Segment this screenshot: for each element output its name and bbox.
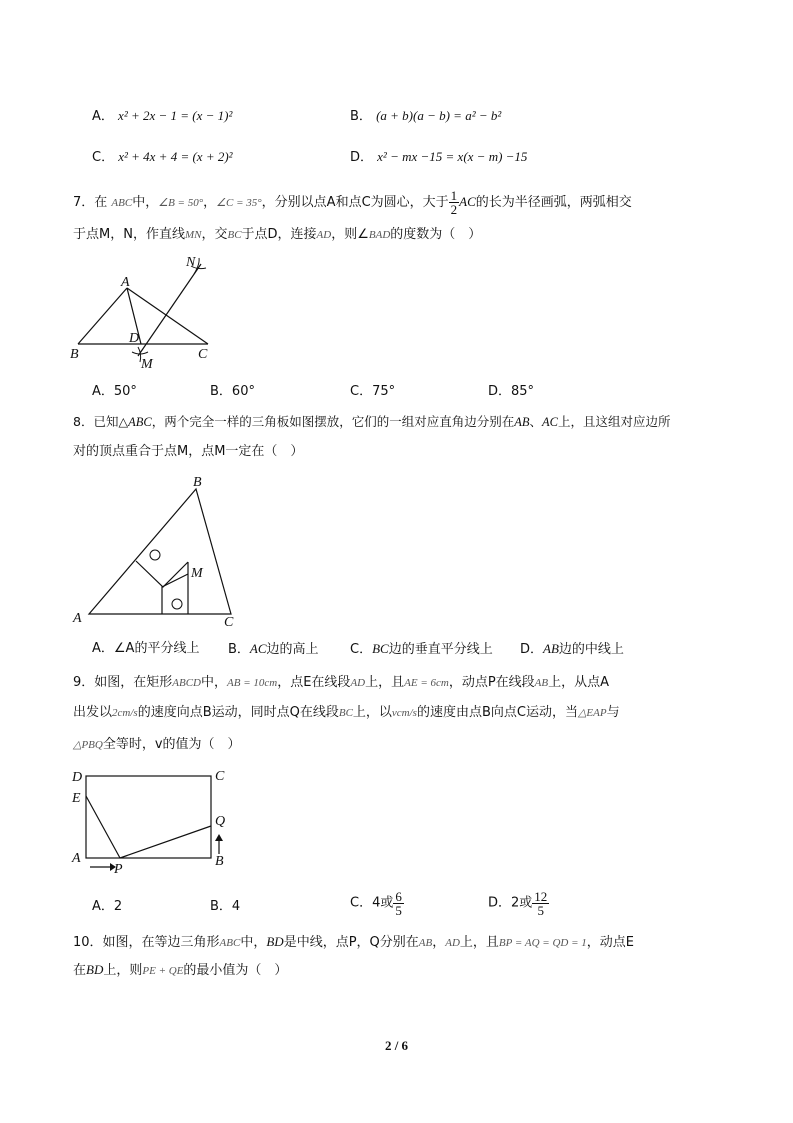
- q7-option-d: D．85°: [488, 384, 535, 399]
- q9-bc: BC: [338, 707, 353, 719]
- q6-option-a-letter: A．: [92, 109, 114, 124]
- q7-option-b: B．60°: [210, 384, 255, 399]
- q9-option-c-fraction: [393, 890, 404, 917]
- q7-label-b: B: [70, 347, 79, 362]
- q8-set-square-1: [136, 561, 188, 587]
- q6-option-c: [92, 148, 233, 167]
- q9-ab: AB: [534, 677, 549, 689]
- q9-option-d: [488, 890, 549, 917]
- q9-label-e: E: [72, 791, 81, 806]
- q9-label-q: Q: [215, 814, 226, 829]
- q6-option-a-expr: x² + 2x − 1 = (x − 1)²: [118, 108, 233, 123]
- q9-speed-p: 2cm/s: [112, 707, 138, 719]
- q7-text: ，交: [201, 227, 228, 242]
- q10-ad: AD: [445, 937, 460, 949]
- q10-text: ，: [432, 935, 446, 950]
- q7-ac: AC: [459, 194, 476, 209]
- page-number: 2 / 6: [384, 1038, 409, 1053]
- q9-option-d-den: 5: [537, 903, 545, 918]
- q8-triangle-abc: [89, 489, 231, 614]
- q7-text: ，则∠: [331, 227, 369, 242]
- q10-stem-line2: [73, 961, 287, 980]
- q9-option-d-num: 12: [534, 889, 548, 904]
- q10-bd: BD: [86, 962, 104, 977]
- q9-text: 上，且: [365, 675, 405, 690]
- q10-text: 在: [73, 963, 87, 978]
- q8-option-d: [520, 640, 624, 659]
- q8-set-square-2: [162, 574, 188, 614]
- q10-text: ，动点E: [586, 935, 635, 950]
- q7-label-n: N: [186, 255, 196, 270]
- q9-ab-length: AB = 10cm: [227, 677, 278, 689]
- q10-text: 的最小值为（ ）: [183, 963, 288, 978]
- q9-pbq: △PBQ: [73, 739, 103, 751]
- q6-option-d-expr: x² − mx −15 = x(x − m) −15: [377, 149, 528, 164]
- q9-text: 的速度向点B运动，同时点Q在线段: [137, 705, 339, 720]
- q9-text: ，点E在线段: [277, 675, 351, 690]
- q9-figure: [64, 764, 244, 879]
- q7-text: 的度数为（ ）: [390, 227, 482, 242]
- q9-option-b: B．4: [210, 899, 241, 914]
- q6-option-d: [350, 148, 527, 167]
- q10-stem-line1: [73, 933, 634, 952]
- q10-text: 10．如图，在等边三角形: [73, 935, 220, 950]
- q8-figure: [66, 470, 246, 630]
- q9-rectangle: [86, 776, 211, 858]
- q9-ae-length: AE = 6cm: [404, 677, 449, 689]
- q7-text: 中，: [132, 195, 159, 210]
- q9-option-c-den: 5: [395, 903, 402, 918]
- q9-speed-q: vcm/s: [391, 707, 417, 719]
- q8-option-c-bc: BC: [372, 641, 389, 656]
- q9-text: 的速度由点B向点C运动，当: [416, 705, 578, 720]
- q8-text: 上，且这组对应边所: [557, 414, 671, 429]
- q9-stem-line2: [73, 704, 620, 722]
- q7-text: ，分别以点A和点C为圆心，大于: [261, 195, 449, 210]
- q8-option-d-letter: D．: [520, 642, 544, 657]
- q7-bc: BC: [227, 229, 242, 241]
- q7-text: 的长为半径画弧，两弧相交: [475, 195, 632, 210]
- q9-text: ，动点P在线段: [448, 675, 535, 690]
- q7-text: 于点M，N，作直线: [73, 227, 185, 242]
- q6-option-b-expr: (a + b)(a − b) = a² − b²: [376, 108, 502, 123]
- q7-stem-line1: [73, 189, 632, 216]
- q9-arrow-q-head: [215, 834, 223, 841]
- q8-option-c-text: 边的垂直平分线上: [388, 642, 493, 657]
- q7-label-m: M: [141, 357, 153, 372]
- q9-label-b: B: [215, 854, 224, 869]
- q9-eap: △EAP: [577, 707, 607, 719]
- q6-option-b-letter: B．: [350, 109, 372, 124]
- q9-option-a: A．2: [92, 899, 123, 914]
- q8-option-b-text: 边的高上: [266, 642, 319, 657]
- q8-text: ，两个完全一样的三角板如图摆放，它们的一组对应直角边分别在: [151, 414, 515, 429]
- q8-option-a-text: ∠A的平分线上: [113, 641, 200, 656]
- q9-segment-ep: [86, 796, 120, 858]
- q9-label-p: P: [114, 862, 123, 877]
- q6-option-b: [350, 107, 501, 126]
- q7-label-a: A: [121, 275, 130, 290]
- q10-text: 上，则: [103, 963, 143, 978]
- q8-stem-line2: 对的顶点重合于点M，点M一定在（ ）: [73, 444, 304, 459]
- q6-option-c-letter: C．: [92, 150, 115, 165]
- q8-option-a-letter: A．: [92, 641, 114, 656]
- q9-label-c: C: [215, 769, 225, 784]
- q8-label-c: C: [224, 615, 234, 630]
- q8-text: 8．已知: [73, 414, 119, 429]
- q7-figure: [66, 252, 226, 372]
- q8-option-b-ac: AC: [249, 641, 267, 656]
- q8-triangle: △ABC: [118, 415, 152, 429]
- q9-text: 上，以: [352, 705, 392, 720]
- q7-label-d: D: [129, 331, 140, 346]
- q9-segment-pq: [120, 826, 211, 858]
- q9-stem-line1: [73, 674, 609, 692]
- q8-stem-line1: [73, 413, 671, 431]
- q8-option-b-letter: B．: [228, 642, 250, 657]
- q9-option-c-num: 6: [395, 889, 402, 904]
- q8-option-b: [228, 640, 319, 659]
- q8-hole-1: [150, 550, 160, 560]
- q7-option-a: A．50°: [92, 384, 137, 399]
- q9-option-d-text: D．2或: [488, 895, 533, 911]
- q7-fraction: [449, 189, 460, 216]
- q9-text: 9．如图，在矩形: [73, 675, 173, 690]
- q8-option-c-letter: C．: [350, 642, 373, 657]
- q10-abc: ABC: [219, 937, 241, 949]
- q7-text: 于点D，连接: [241, 227, 317, 242]
- q10-pe-qe: PE + QE: [142, 965, 184, 977]
- q7-line-mn: [138, 264, 201, 356]
- q6-option-a: [92, 107, 232, 126]
- q8-option-d-text: 边的中线上: [558, 642, 624, 657]
- q8-option-d-ab: AB: [543, 641, 559, 656]
- q9-option-c-text: C．4或: [350, 895, 394, 911]
- q9-text: 上，从点A: [548, 675, 610, 690]
- q9-stem-line3: [73, 736, 241, 754]
- q7-text: 7．在: [73, 195, 108, 210]
- q8-ac: AC: [542, 415, 558, 429]
- q7-label-c: C: [198, 347, 208, 362]
- q9-text: 出发以: [73, 705, 113, 720]
- q9-option-c: [350, 890, 404, 917]
- q10-ab: AB: [418, 937, 433, 949]
- q9-text: 中，: [201, 675, 228, 690]
- q7-segment-ab: [78, 288, 127, 344]
- q9-text: 与: [606, 705, 620, 720]
- q9-label-a: A: [72, 851, 81, 866]
- q7-angle-b: ∠B = 50°: [158, 197, 204, 209]
- q8-hole-2: [172, 599, 182, 609]
- q10-bd: BD: [266, 934, 284, 949]
- q7-mn: MN: [184, 229, 202, 241]
- q9-abcd: ABCD: [172, 677, 202, 689]
- q8-label-b: B: [193, 475, 202, 490]
- q9-option-d-fraction: [532, 890, 549, 917]
- q6-option-c-expr: x² + 4x + 4 = (x + 2)²: [118, 149, 233, 164]
- q10-text: 是中线，点P，Q分别在: [283, 935, 419, 950]
- q10-equal-lengths: BP = AQ = QD = 1: [498, 937, 587, 949]
- q10-text: 上，且: [459, 935, 499, 950]
- q9-label-d: D: [72, 770, 83, 785]
- q7-angle-c: ∠C = 35°: [216, 197, 262, 209]
- q8-option-a: [92, 640, 199, 658]
- q7-frac-num: 1: [450, 188, 458, 203]
- q6-option-d-letter: D．: [350, 150, 374, 165]
- q7-frac-den: 2: [450, 202, 458, 217]
- q7-triangle: ABC: [111, 197, 133, 209]
- q7-ad: AD: [316, 229, 332, 241]
- q7-option-c: C．75°: [350, 384, 396, 399]
- q10-text: 中，: [240, 935, 267, 950]
- q8-option-c: [350, 640, 493, 659]
- q8-text: 、: [529, 414, 542, 429]
- q7-stem-line2: [73, 226, 481, 244]
- q7-text: ，: [203, 195, 217, 210]
- q9-text: 全等时，v的值为（ ）: [102, 737, 241, 752]
- q8-label-a: A: [73, 611, 82, 626]
- q7-bad: BAD: [368, 229, 391, 241]
- q8-ab: AB: [514, 415, 530, 429]
- q8-label-m: M: [191, 566, 203, 581]
- q9-ad: AD: [350, 677, 366, 689]
